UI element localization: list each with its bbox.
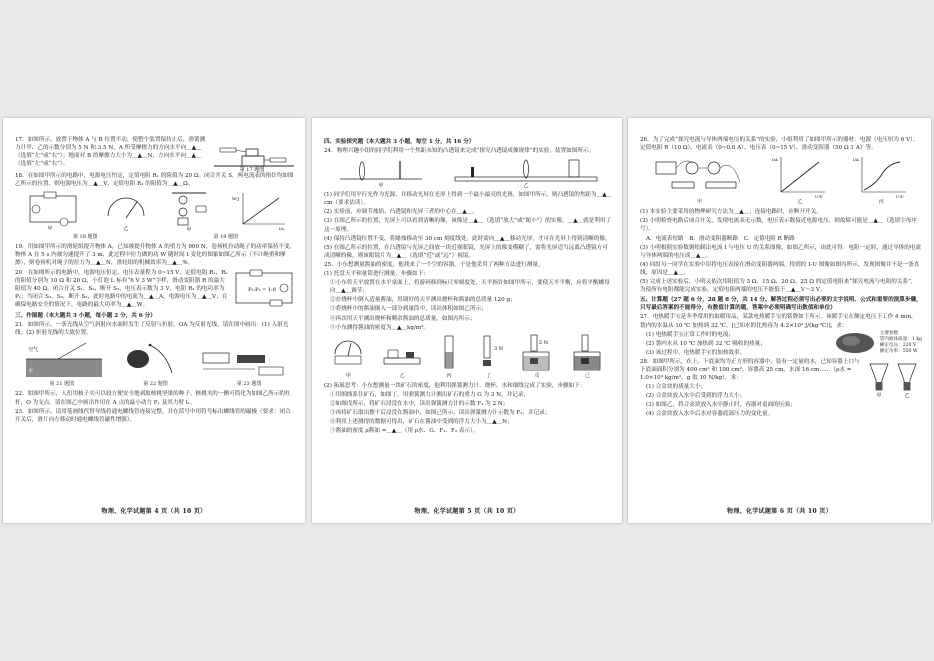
page-6-footer: 物理、化学试题第 6 页（共 10 页） [727, 508, 832, 515]
section-4-heading: 四、实验探究题（本大题共 3 小题，每空 1 分，共 16 分） [324, 139, 475, 145]
svg-text:I/A: I/A [771, 157, 778, 163]
svg-text:甲: 甲 [876, 392, 882, 398]
lens-focus-diagram [336, 157, 426, 189]
svg-text:乙: 乙 [904, 392, 910, 398]
figure-yi: 乙 [380, 334, 424, 380]
svg-text:乙: 乙 [523, 183, 529, 190]
question-19: 19．用如图甲所示的滑轮组提升物体 A，已知被提升物体 A 的重力为 900 N，卷扬机拉动绳子的功率保持不变，物体 A 在 5 s 内被匀速提升了 3 m，此过程中拉力做的功 W 随时间 t 变化的图象如图乙所示（不计绳重和摩擦），则卷扬机对绳子的拉力为＿▲＿N，滑轮组的机械效率为＿▲＿%。 [15, 244, 296, 267]
svg-text:甲: 甲 [378, 183, 384, 190]
nutcracker-diagram-22 [122, 339, 178, 379]
figure-17-caption: 第 17 题图 [239, 167, 265, 172]
extension-step-1: ①用细线系住矿石，如图丁，用弹簧测力计测出矿石的重力 G 为 3 N，并记录； [330, 391, 530, 398]
extension-step-5: ⑤酱油的密度 ρ酱油 =＿▲＿（用 ρ水、G、F₁、F₂ 表示）。 [330, 428, 479, 435]
figure-21-caption: 第 21 题图 [49, 381, 75, 388]
exam-page-5 [312, 118, 622, 523]
container-figures-28 [866, 358, 922, 398]
question-27-part-1: (1) 电热暖手宝正常工作时的电流； [646, 331, 735, 338]
question-26-part-4: (4) 同组另一同学在实验中误将电压表接在滑动变阻器两端，得到的 I-U 图像如图丙所示，发现图像并不是一条直线，原因是＿▲＿。 [640, 261, 920, 276]
question-27-part-2: (2) 袋内水从 10 ℃ 加热到 32 ℃ 吸收的热量； [646, 340, 766, 347]
question-25: 25．小东想测量酱油的密度，他找来了一个空的容器，于是他采用了两种方法进行测量。 [324, 261, 544, 268]
question-18: 18．在如图甲所示的电路中，电源电压恒定，定值电阻 R₁ 的阻值为 20 Ω。闭合开关 S，两电流表的指针均如图乙所示的位置，则电源电压为＿▲＿V，定值电阻 R₂ 的阻值为＿▲＿Ω。 [15, 173, 294, 188]
density-figures [324, 334, 613, 380]
extension-step-3: ③再将矿石取出擦干后浸没在酱油中，如图己所示，读出弹簧测力计示数为 F₂，并记录； [330, 410, 551, 417]
svg-text:t/s: t/s [278, 226, 284, 232]
optical-bench-diagram [451, 157, 601, 189]
water-surface-diagram-21 [24, 339, 104, 379]
figure-17 [212, 136, 296, 172]
step-5: ⑤小东测得酱油的密度为＿▲＿kg/m³。 [330, 324, 430, 331]
figure-wu: 2 N 戊 [519, 334, 555, 380]
question-22: 22．如图甲所示，人们用核子夹可以较方便安全地剥取核桃坚果的种子。核桃夹的一侧可简化为如图乙所示的杠杆，O 为支点。请在图乙中画出作用在 A 点的最小动力 F₁ 及其力臂 l₁。 [15, 391, 291, 406]
question-25-part-1: (1) 托盘天平和量筒进行测量，步骤如下： [324, 271, 429, 278]
question-27: 27．电热暖手宝是冬季常用的取暖用品，某款电热暖手宝的铭牌如下所示。该暖手宝在额定电压下工作 4 min，袋内的水温从 10 ℃ 加热到 32 ℃。[已知水的比热容为 4.2×10³ J/(kg·℃)]，求： [640, 314, 917, 329]
svg-text:水: 水 [28, 368, 34, 375]
question-28-part-4: (4) 合金块放入水中后水对容器底部压力的变化量。 [646, 411, 774, 418]
hand-warmer-image [834, 331, 876, 355]
circuit-diagram-18 [24, 190, 84, 232]
question-21: 21．如图所示，一条光线从空气斜射向水面时发生了反射与折射，OA 为反射光线，请在图中画出：(1) 入射光线；(2) 折射光线的大致位置。 [15, 322, 289, 337]
question-28-part-1: (1) 合金块的质量大小； [646, 384, 707, 391]
figures-18-19 [15, 190, 296, 232]
ammeter-dial [103, 190, 149, 232]
question-23: 23．如图所示，请用笔画线代替导线将通电螺线管连接完整，并在括号中用符号标出螺线管的磁极（要求：闭合开关后，滑片向左移动时通电螺线管磁性增强）。 [15, 408, 291, 423]
apparatus-figure-26: 甲 [652, 154, 748, 206]
question-24-part-5: (5) 在图乙所示的位置，在凸透镜与光屏之间放一块近视眼镜，光屏上的像变模糊了，需将光屏适当远离凸透镜方可成清晰的像，则该眼镜片为＿▲＿（选填“近”或“远”）视镜。 [324, 244, 608, 259]
current-voltage-graph-bing: I/A U/V 丙 [853, 157, 904, 206]
figure-23-caption: 第 23 题图 [236, 381, 262, 388]
question-28-part-2: (2) 合金块放入水中后受到的浮力大小； [646, 393, 746, 400]
question-24: 24．物理兴趣小组的同学们利用一个焦距未知的凸透镜来完成“探究凸透镜成像规律”的实验，装置如图所示。 [324, 148, 595, 155]
question-24-part-4: (4) 保持凸透镜位置不变，将蜡烛移动至 30 cm 刻度线处，此时需向＿▲＿移动光屏，才可在光屏上得到清晰的像。 [324, 235, 611, 242]
question-27-part-3: (3) 该过程中，电热暖手宝的加热效率。 [646, 349, 746, 356]
svg-text:U/V: U/V [814, 194, 823, 199]
page-4-footer: 物理、化学试题第 4 页（共 10 页） [101, 508, 207, 515]
question-26-part-5: (5) 完成上述实验后，小明又依次用阻值为 5 Ω、15 Ω、20 Ω、25 Ω 的定值电阻来“探究电流与电阻的关系”，为使所有电阻都能完成实验，定值电阻两端的电压不能低于＿▲＿V～3 V。 [640, 279, 917, 294]
question-20: 20．在如图所示的电路中，电源电压恒定，电压表量程为 0~15 V，定值电阻 R₁、R₂ 的阻值分别为 10 Ω 和 20 Ω，小灯泡 L 标有“6 V 3 W”字样，滑动变阻器 R 的最大阻值为 40 Ω。闭合开关 S₁、S₂，断开 S₃，电压表示数为 3 V，电阻 R₁ 的电功率为 P₁；当闭合 S₁、S₃，断开 S₂，此时电路中的电流为＿▲＿A，电源电压为＿▲＿V；在确保电路安全的情况下，电路的最大功率为＿▲＿W。 [15, 269, 228, 308]
extension-step-2: ②如图戊所示，将矿石浸没在水中，读出弹簧测力计的示数 F₁ 为 2 N； [330, 400, 509, 407]
question-26-part-3: (3) 小明根据实验数据绘制出电流 I 与电压 U 的关系图像，如图乙所示，由此可得：电阻一定时，通过导体的电流与导体两端的电压成＿▲＿。 [640, 244, 922, 259]
exam-page-6 [628, 118, 931, 523]
exam-page-4 [3, 118, 305, 523]
figure-22-caption: 第 22 题图 [143, 381, 168, 388]
svg-text:I/A: I/A [853, 157, 860, 163]
svg-text:2 N: 2 N [538, 339, 548, 346]
question-24-part-2: (2) 实验前，应调节烛焰、凸透镜和光屏三者的中心在＿▲＿。 [324, 209, 478, 216]
section-5-heading: 五、计算题（27 题 6 分，28 题 8 分，共 14 分。解答过程必须写出必要的文字说明、公式和重要的演算步骤，只写最后答案的不能得分，有数值计算的题，答案中必须明确写出数值和单位） [640, 297, 922, 312]
pulley-diagram-19 [168, 190, 210, 232]
question-26: 26．为了完成“探究电流与导体两端电压的关系”的实验，小组利用了如图甲所示的器材：电源（电压恒为 6 V）、定值电阻 R（10 Ω）、电流表（0~0.6 A）、电压表（0~15 V）、滑动变阻器（50 Ω 1 A）等。 [640, 137, 919, 152]
page-5-footer: 物理、化学试题第 5 页（共 10 页） [414, 508, 520, 515]
work-time-graph-19 [229, 190, 287, 232]
extension-step-4: ④利用上述测得的数据可得出，矿石在酱油中受到的浮力大小为＿▲＿N； [330, 419, 513, 426]
section-3-heading: 三、作图题（本大题共 3 小题，每小题 2 分，共 6 分） [15, 313, 156, 320]
figure-19-caption: 第 19 题图 [213, 234, 239, 241]
question-26-part-1: (1) 本实验主要采用的物理研究方法为＿▲＿；连接电路时，应断开开关。 [640, 209, 822, 216]
question-24-part-3: (3) 在图乙所示的位置，光屏上可以看到清晰的像，该像是＿▲＿（选填“放大”或“缩小”）的实像，＿▲＿就是利用了这一原理。 [324, 218, 612, 233]
question-24-part-1: (1) 同学们用平行光作为光源，并移动光屏在光屏上得到一个最小最亮的光斑，如图甲所示，则凸透镜的焦距为＿▲＿cm（要求估读）。 [324, 192, 613, 207]
question-26-part-2: (2) 小明检查电路后闭合开关，发现电流表无示数，电压表示数接近电源电压，则故障可能是＿▲＿（选填字母序号）。 [640, 218, 917, 233]
question-28: 28．如图甲所示，在上、下底面均为正方形的容器中，装有一定量的水，已知容器上口与下底面面积分别为 400 cm² 和 100 cm²，容器高 25 cm，水深 16 cm……（ρ水 = 1.0×10³ kg/m³，g 取 10 N/kg），求： [640, 358, 860, 382]
solenoid-diagram-23 [197, 339, 287, 379]
svg-text:U/V: U/V [896, 194, 904, 199]
question-28-part-3: (3) 如图乙，将合金块放入水中静止时，容器对桌面的压强； [646, 402, 796, 409]
svg-text:乙: 乙 [123, 226, 129, 233]
svg-text:甲: 甲 [47, 226, 53, 233]
figure-18-caption: 第 18 题图 [72, 234, 98, 241]
figure-ji: 己 [570, 334, 606, 380]
circuit-diagram-20 [232, 269, 296, 309]
svg-text:甲: 甲 [186, 227, 192, 233]
step-3: ③将烧杯中的酱油倒入一部分到量筒中，读出体积如图乙所示； [330, 306, 487, 313]
figure-jia: 甲 [331, 334, 365, 380]
current-voltage-graph-yi: I/A U/V 乙 [771, 157, 823, 206]
question-26-options: A．电流表短路 B．滑动变阻器断路 C．定值电阻 R 断路 [646, 235, 795, 242]
figure-ding: 3 N 丁 [474, 334, 504, 380]
figure-bing: 丙 [439, 334, 459, 380]
figures-26 [640, 154, 922, 206]
svg-text:空气: 空气 [28, 347, 39, 354]
power-ratio: P₁:P₂ = 1:8 [248, 286, 276, 293]
lens-figures [324, 157, 613, 189]
step-1: ①小东将天平放置在水平桌面上，将游码移到标尺零刻度处，天平指针如图甲所示，要使天平平衡，应将平衡螺母向＿▲＿调节； [330, 280, 610, 295]
svg-text:W/J: W/J [231, 196, 239, 202]
figures-21-23 [15, 339, 296, 379]
nameplate-label: 主要参数 袋内液体质量：1 kg 额定电压：220 V 额定功率：550 W [879, 330, 922, 354]
step-4: ④再次用天平测出烧杯和剩余酱油的总质量，如图丙所示； [330, 315, 476, 322]
step-2: ②在烧杯中倒入适量酱油，用调好的天平测出烧杯和酱油的总质量 120 g； [330, 297, 516, 304]
svg-text:3 N: 3 N [493, 345, 504, 352]
question-17: 17．如图所示，放置于物体 A 与 B 位置不动，使整个装置保持止后，弹簧测力计甲、乙的示数分别为 5 N 和 3.5 N，A 所受摩擦力的方向水平向＿▲＿（选填“左”或“右”）；地面对 B 的摩擦力大小为＿▲＿N，方向水平向＿▲＿（选填“左”或“右”）。 [15, 137, 206, 168]
question-25-part-2: (2) 拓展思考：小东想测量一块矿石的密度，他利用弹簧测力计、烧杯、水和细线完成了实验，步骤如下： [324, 382, 586, 389]
